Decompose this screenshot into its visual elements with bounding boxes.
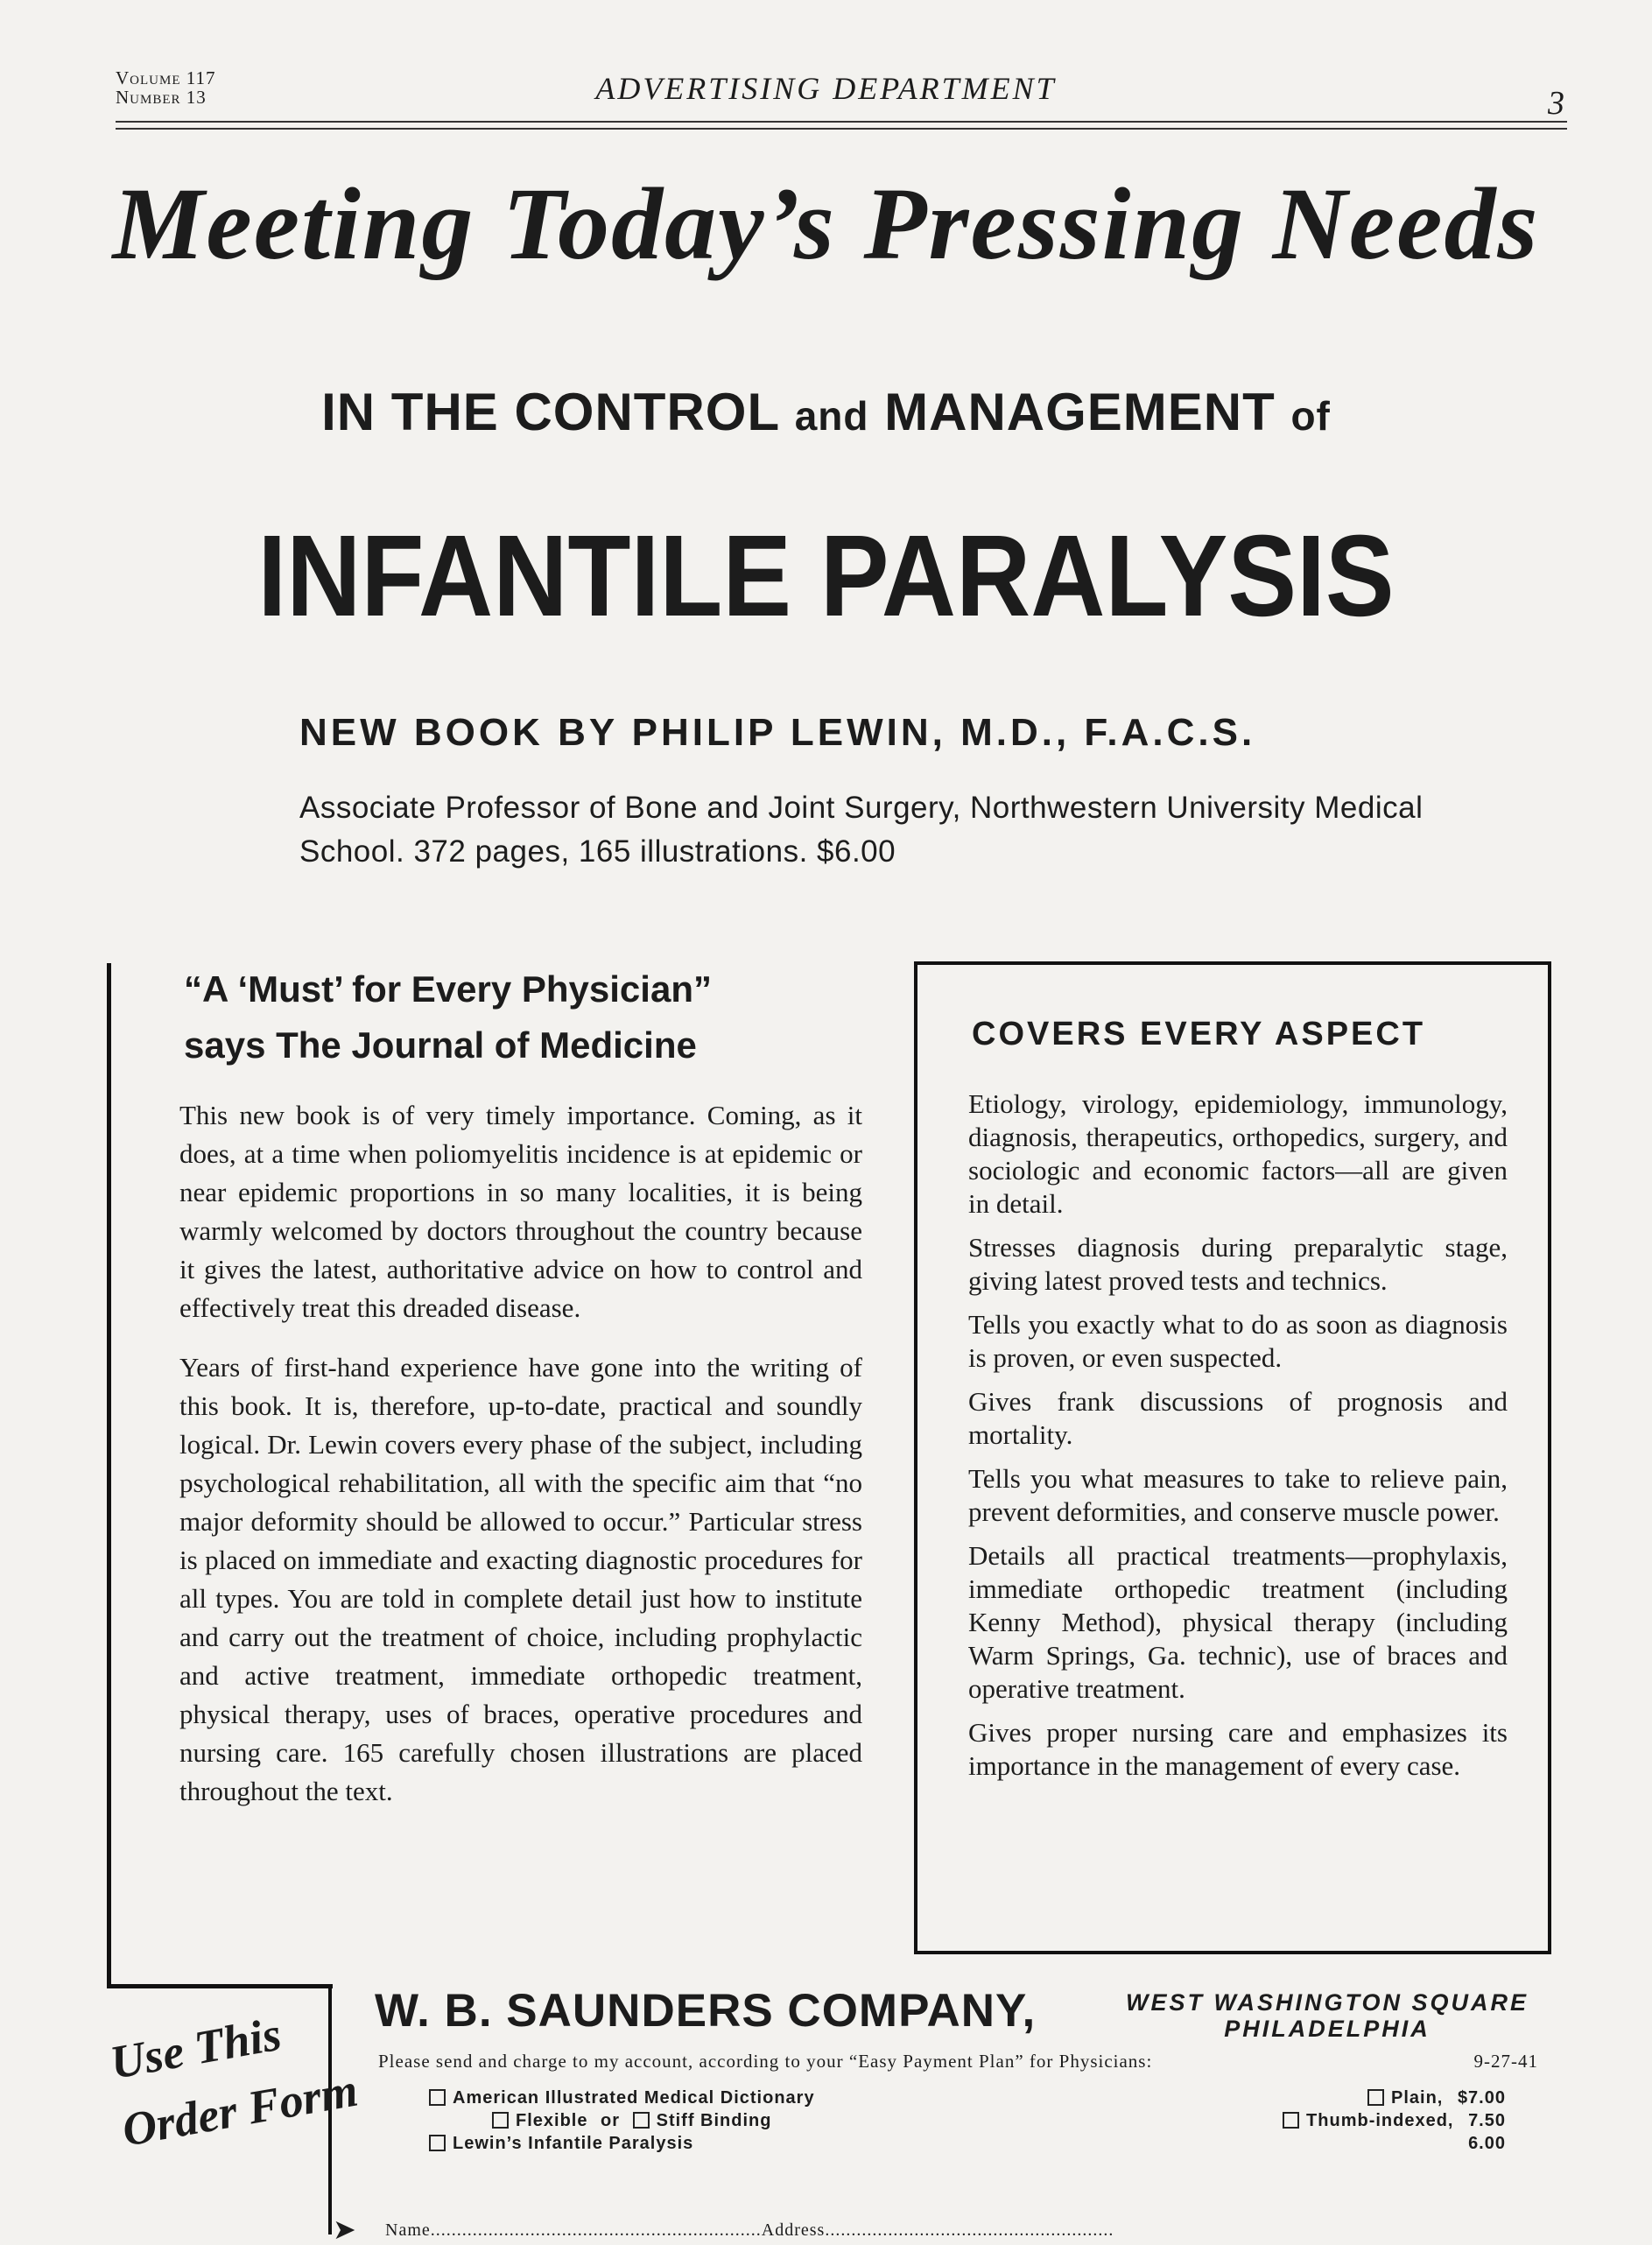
- subhead-part1: IN THE CONTROL: [321, 383, 780, 441]
- bottom-border: [107, 1984, 333, 1988]
- order-label-line-2: Order Form: [118, 2063, 362, 2157]
- thumb-indexed-checkbox[interactable]: [1283, 2112, 1299, 2129]
- number-label: Number 13: [116, 87, 207, 108]
- address-line-2: PHILADELPHIA: [1224, 2016, 1431, 2042]
- publisher-name: W. B. SAUNDERS COMPANY,: [375, 1985, 1037, 2037]
- feature-item: Gives proper nursing care and emphasizes its importance in the management of every case.: [968, 1717, 1508, 1781]
- feature-item: Gives frank discussions of prognosis and mortality.: [968, 1386, 1508, 1450]
- binding-option: Flexible: [516, 2111, 588, 2130]
- volume-label: Volume 117: [116, 67, 216, 88]
- page-number: 3: [1548, 85, 1564, 122]
- headline: Meeting Today’s Pressing Needs: [112, 166, 1540, 281]
- option-label: Thumb-indexed,: [1306, 2111, 1454, 2130]
- subhead-and: and: [794, 393, 869, 439]
- price: $7.00: [1457, 2088, 1506, 2108]
- name-field[interactable]: ...............................................................: [430, 2220, 762, 2240]
- order-date: 9-27-41: [1473, 2051, 1538, 2072]
- arrow-icon: ➤: [333, 2213, 356, 2245]
- plain-checkbox[interactable]: [1367, 2089, 1384, 2106]
- subhead-part2: MANAGEMENT: [884, 383, 1276, 441]
- option-label: Plain,: [1391, 2088, 1444, 2108]
- left-border: [107, 963, 111, 1988]
- feature-item: Details all practical treatments—prophylaxis, immediate orthopedic treatment (including Kenny Method), physical therapy (including Warm Springs, Ga. technic), use of braces and operative treatment.: [968, 1540, 1508, 1704]
- address-line-1: WEST WASHINGTON SQUARE: [1125, 1989, 1529, 2016]
- disease-title: INFANTILE PARALYSIS: [257, 511, 1395, 642]
- address-field[interactable]: .......................................................: [825, 2220, 1114, 2240]
- features-list: [968, 1087, 1508, 1793]
- department-title: ADVERTISING DEPARTMENT: [595, 71, 1057, 106]
- author-affiliation: Associate Professor of Bone and Joint Surgery, Northwestern University Medical School. 372 pages, 165 illustrations. $6.00: [299, 791, 1424, 869]
- quote-line-1: “A ‘Must’ for Every Physician”: [184, 968, 712, 1010]
- instruction-text: Please send and charge to my account, according to your “Easy Payment Plan” for Physicians:: [378, 2051, 1153, 2072]
- header-rule: [116, 128, 1567, 130]
- review-quote: [184, 961, 712, 1073]
- price: 6.00: [1468, 2134, 1506, 2153]
- book-title: American Illustrated Medical Dictionary: [453, 2088, 815, 2108]
- order-form-label: [105, 1992, 362, 2164]
- author-byline: NEW BOOK BY PHILIP LEWIN, M.D., F.A.C.S.: [299, 711, 1256, 754]
- name-label: Name: [385, 2220, 431, 2240]
- subhead-of: of: [1290, 393, 1331, 439]
- paragraph: This new book is of very timely importance. Coming, as it does, at a time when poliomyelitis incidence is at epidemic or near epidemic proportions in so many localities, it is being warmly welcomed by doctors throughout the country because it gives the latest, authoritative advice on how to control and effectively treat this dreaded disease.: [179, 1100, 862, 1323]
- subhead: [0, 382, 1652, 442]
- name-address-fields: [385, 2220, 1114, 2241]
- order-label-line-1: Use This: [106, 2007, 285, 2089]
- feature-item: Etiology, virology, epidemiology, immunology, diagnosis, therapeutics, orthopedics, surgery, and sociologic and economic factors—all are given in detail.: [968, 1088, 1508, 1219]
- quote-line-2: says The Journal of Medicine: [184, 1024, 697, 1066]
- paragraph: Years of first-hand experience have gone into the writing of this book. It is, therefore, up-to-date, practical and soundly logical. Dr. Lewin covers every phase of the subject, including psychological rehabilitation, all with the specific aim that “no major deformity should be allowed to occur.” Particular stress is placed on immediate and exacting diagnostic procedures for all types. You are told in complete detail just how to institute and carry out the treatment of choice, including prophylactic and active treatment, immediate orthopedic treatment, physical therapy, uses of braces, operative procedures and nursing care. 165 carefully chosen illustrations are placed throughout the text.: [179, 1352, 862, 1806]
- binding-option: Stiff Binding: [656, 2111, 772, 2130]
- feature-item: Stresses diagnosis during preparalytic stage, giving latest proved tests and technics.: [968, 1232, 1508, 1296]
- description-text: [179, 1096, 862, 1832]
- feature-item: Tells you what measures to take to relieve pain, prevent deformities, and conserve muscle power.: [968, 1463, 1508, 1527]
- publisher-address: [1082, 1989, 1572, 2042]
- or-label: or: [601, 2111, 621, 2130]
- header-rule: [116, 121, 1567, 123]
- book-title: Lewin’s Infantile Paralysis: [453, 2134, 694, 2153]
- address-label: Address: [761, 2220, 826, 2240]
- price: 7.50: [1468, 2111, 1506, 2130]
- feature-item: Tells you exactly what to do as soon as diagnosis is proven, or even suspected.: [968, 1309, 1508, 1373]
- features-heading: COVERS EVERY ASPECT: [972, 1016, 1426, 1052]
- order-instruction: [378, 2051, 1564, 2073]
